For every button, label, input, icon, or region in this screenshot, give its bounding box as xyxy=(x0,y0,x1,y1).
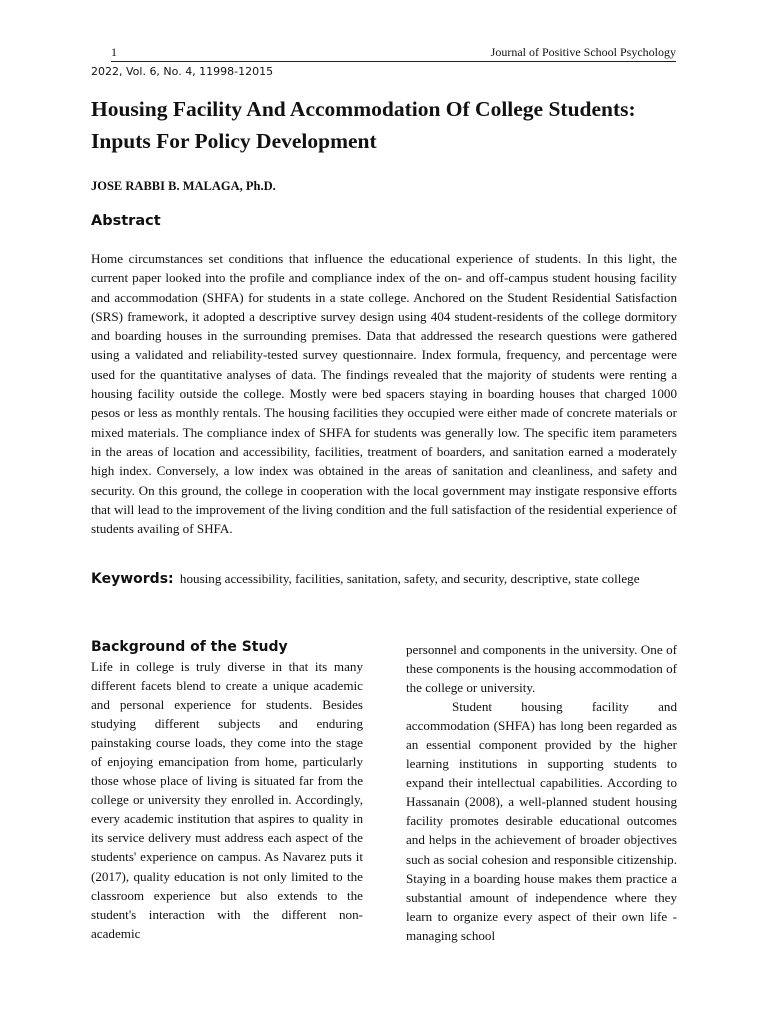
keywords-text: housing accessibility, facilities, sanitation, safety, and security, descriptive, state college xyxy=(179,571,640,586)
section-heading-background: Background of the Study xyxy=(91,639,288,655)
journal-name: Journal of Positive School Psychology xyxy=(490,45,676,59)
keywords-label: Keywords: xyxy=(91,571,174,587)
citation-line: 2022, Vol. 6, No. 4, 11998-12015 xyxy=(91,65,274,78)
abstract-heading: Abstract xyxy=(91,213,161,229)
author-name: JOSE RABBI B. MALAGA, Ph.D. xyxy=(91,179,276,193)
right-column-paragraph-1: personnel and components in the university. One of these components is the housing accommodation of the college or university. xyxy=(406,642,677,696)
abstract-text: Home circumstances set conditions that influence the educational experience of students. In this light, the current paper looked into the profile and compliance index of the on- and off-campus student housing facility and accommodation (SHFA) for students in a state college. Anchored on the Student Residential Satisfaction (SRS) framework, it adopted a descriptive survey design using 404 student-residents of the college dormitory and boarding houses in the surrounding premises. Data that addressed the research questions were gathered using a validated and reliability-tested survey questionnaire. Index formula, frequency, and percentage were used for the quantitative analyses of data. The findings revealed that the majority of students were renting a housing facility outside the college. Mostly were bed spacers staying in boarding houses that charged 1000 pesos or less as monthly rentals. The housing facilities they occupied were either made of concrete materials or mixed materials. The compliance index of SHFA for students was generally low. The specific item parameters in the areas of location and accessibility, facilities, treatment of boarders, and sanitation earned a moderately high index. Conversely, a low index was obtained in the areas of sanitation and cleanliness, and safety and security. On this ground, the college in cooperation with the local government may instigate responsive efforts that will lead to the improvement of the living condition and the full satisfaction of the residential experience of students availing of SHFA. xyxy=(91,251,677,537)
page-number: 1 xyxy=(111,45,117,59)
running-header xyxy=(111,44,676,62)
right-column-paragraph-2: Student housing facility and accommodation (SHFA) has long been regarded as an essential component provided by the higher learning institutions in supporting students to expand their intellectual capabilities. According to Hassanain (2008), a well-planned student housing facility promotes desirable educational outcomes and helps in the achievement of broader objectives such as social cohesion and responsible citizenship. Staying in a boarding house makes them practice a substantial amount of independence where they learn to organize every aspect of their own life - managing school xyxy=(406,699,677,943)
right-column xyxy=(406,640,677,945)
left-column-paragraph: Life in college is truly diverse in that its many different facets blend to create a unique academic and personal experience for students. Besides studying different subjects and enduring painstaking course loads, they come into the stage of enjoying emancipation from home, particularly those whose place of living is situated far from the college or university they enrolled in. Accordingly, every academic institution that aspires to quality in its service delivery must address each aspect of the students' experience on campus. As Navarez puts it (2017), quality education is not only limited to the classroom experience but also extends to the student's interaction with the different non-academic xyxy=(91,659,363,941)
article-title: Housing Facility And Accommodation Of College Students: Inputs For Policy Development xyxy=(91,97,636,153)
keywords-line xyxy=(91,569,677,589)
left-column xyxy=(91,637,363,943)
